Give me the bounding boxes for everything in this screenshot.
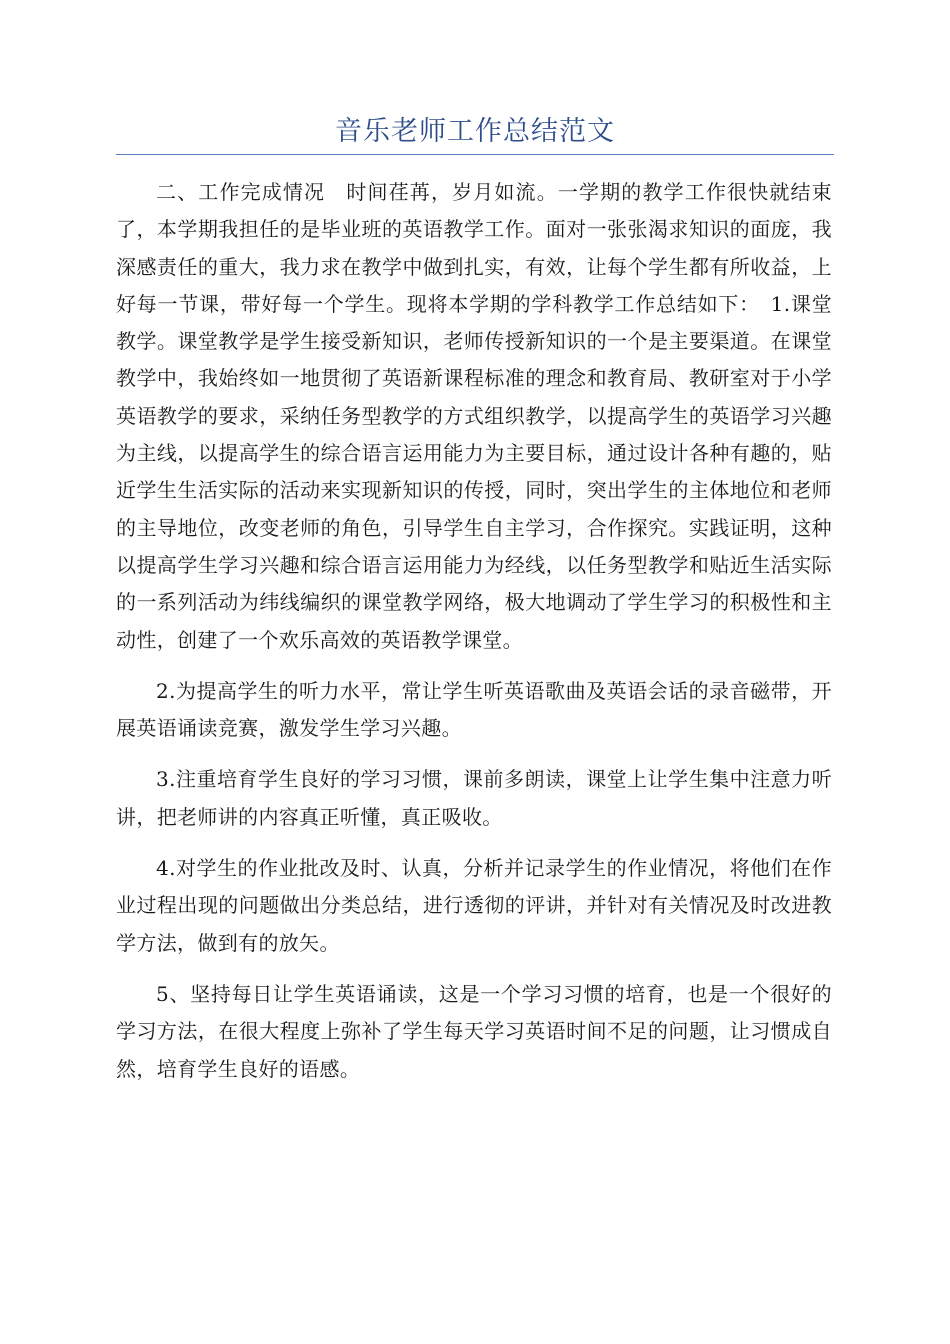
paragraph-homework: 4.对学生的作业批改及时、认真，分析并记录学生的作业情况，将他们在作业过程出现的问题做出分类总结，进行透彻的评讲，并针对有关情况及时改进教学方法，做到有的放矢。 bbox=[116, 856, 832, 955]
paragraph-study-habits: 3.注重培育学生良好的学习习惯，课前多朗读，课堂上让学生集中注意力听讲，把老师讲的内容真正听懂，真正吸收。 bbox=[116, 767, 832, 829]
paragraph-listening: 2.为提高学生的听力水平，常让学生听英语歌曲及英语会话的录音磁带，开展英语诵读竞赛，激发学生学习兴趣。 bbox=[116, 678, 832, 741]
document-body bbox=[116, 174, 832, 1102]
title-underline bbox=[116, 154, 834, 155]
document-title: 音乐老师工作总结范文 bbox=[335, 116, 615, 147]
paragraph-daily-reading: 5、坚持每日让学生英语诵读，这是一个学习习惯的培育，也是一个很好的学习方法，在很大程度上弥补了学生每天学习英语时间不足的问题，让习惯成自然，培育学生良好的语感。 bbox=[116, 981, 832, 1081]
paragraph-work-completion: 二、工作完成情况 时间荏苒，岁月如流。一学期的教学工作很快就结束了，本学期我担任的是毕业班的英语教学工作。面对一张张渴求知识的面庞，我深感责任的重大，我力求在教学中做到扎实，有效，让每个学生都有所收益，上好每一节课，带好每一个学生。现将本学期的学科教学工作总结如下： 1.课堂教学。课堂教学是学生接受新知识，老师传授新知识的一个是主要渠道。在课堂教学中，我始终如一地贯彻了英语新课程标准的理念和教育局、教研室对于小学英语教学的要求，采纳任务型教学的方式组织教学，以提高学生的英语学习兴趣为主线，以提高学生的综合语言运用能力为主要目标，通过设计各种有趣的，贴近学生生活实际的活动来实现新知识的传授，同时，突出学生的主体地位和老师的主导地位，改变老师的角色，引导学生自主学习，合作探究。实践证明，这种以提高学生学习兴趣和综合语言运用能力为经线，以任务型教学和贴近生活实际的一系列活动为纬线编织的课堂教学网络，极大地调动了学生学习的积极性和主动性，创建了一个欢乐高效的英语教学课堂。 bbox=[116, 180, 832, 652]
